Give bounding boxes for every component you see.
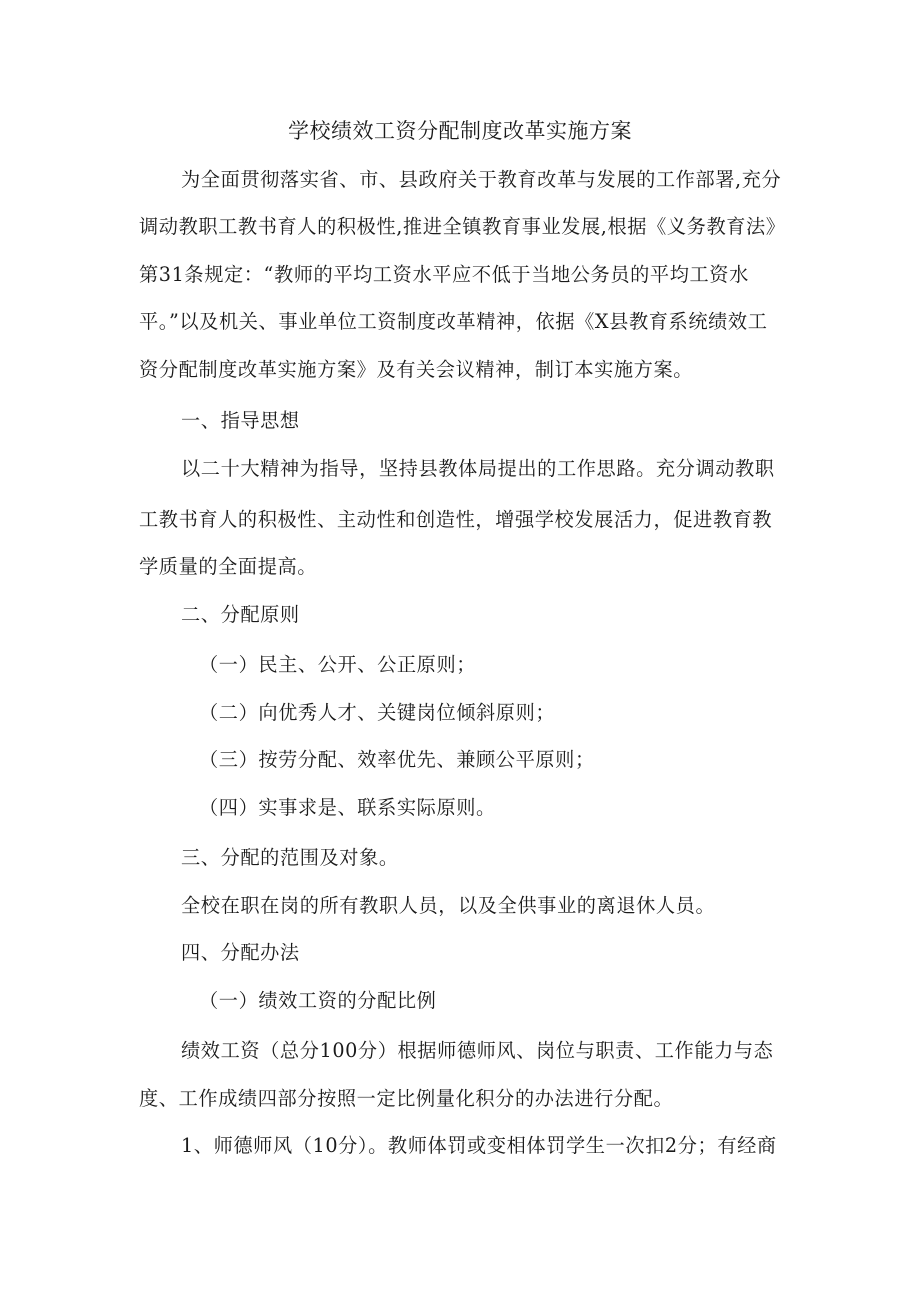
paragraph-line: 学质量的全面提高。 xyxy=(139,555,318,578)
paragraph-line: 工教书育人的积极性、主动性和创造性，增强学校发展活力，促进教育教 xyxy=(139,508,773,531)
section-heading: 三、分配的范围及对象。 xyxy=(181,846,399,869)
document-title: 学校绩效工资分配制度改革实施方案 xyxy=(288,119,632,143)
subsection-heading: （一）绩效工资的分配比例 xyxy=(199,989,437,1012)
paragraph-line: 平。”以及机关、事业单位工资制度改革精神，依据《X县教育系统绩效工 xyxy=(139,310,768,333)
paragraph-line: 资分配制度改革实施方案》及有关会议精神，制订本实施方案。 xyxy=(139,358,694,381)
paragraph-line: 以二十大精神为指导，坚持县教体局提出的工作思路。充分调动教职 xyxy=(181,457,775,480)
paragraph-line: 调动教职工教书育人的积极性,推进全镇教育事业发展,根据《义务教育法》 xyxy=(139,215,786,238)
paragraph-line: 1、师德师风（10分）。教师体罚或变相体罚学生一次扣2分；有经商 xyxy=(181,1134,777,1157)
list-item: （二）向优秀人才、关键岗位倾斜原则； xyxy=(199,701,556,724)
section-heading: 四、分配办法 xyxy=(181,941,300,964)
list-item: （四）实事求是、联系实际原则。 xyxy=(199,796,496,819)
paragraph-line: 绩效工资（总分100分）根据师德师风、岗位与职责、工作能力与态 xyxy=(181,1039,774,1062)
paragraph-line: 全校在职在岗的所有教职人员，以及全供事业的离退休人员。 xyxy=(181,894,716,917)
list-item: （一）民主、公开、公正原则； xyxy=(199,653,477,676)
paragraph-line: 为全面贯彻落实省、市、县政府关于教育改革与发展的工作部署,充分 xyxy=(181,168,782,191)
section-heading: 二、分配原则 xyxy=(181,603,300,626)
list-item: （三）按劳分配、效率优先、兼顾公平原则； xyxy=(199,748,595,771)
section-heading: 一、指导思想 xyxy=(181,409,300,432)
paragraph-line: 度、工作成绩四部分按照一定比例量化积分的办法进行分配。 xyxy=(139,1087,674,1110)
paragraph-line: 第31条规定：“教师的平均工资水平应不低于当地公务员的平均工资水 xyxy=(139,263,749,286)
